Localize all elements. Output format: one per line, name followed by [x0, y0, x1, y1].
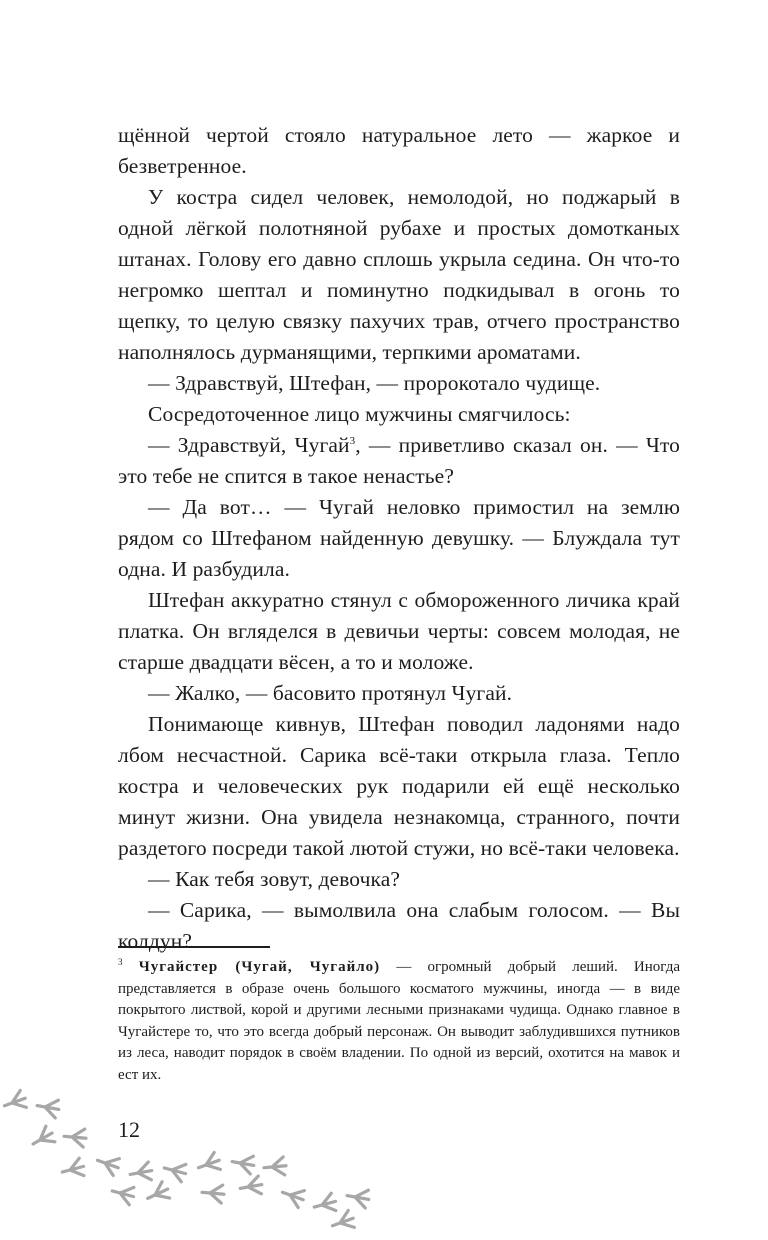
bird-track-icon	[144, 1181, 172, 1207]
paragraph: щённой чертой стояло натуральное лето — жаркое и безветренное.	[118, 123, 680, 178]
footnote-term: Чугайстер (Чугай, Чугайло)	[138, 959, 381, 975]
bird-track-icon	[110, 1182, 136, 1205]
bird-track-icon	[312, 1193, 338, 1216]
bird-track-icon	[60, 1158, 86, 1181]
bird-track-icon	[346, 1187, 371, 1209]
footnote-text: — огромный добрый леший. Иногда представляется в образе очень большого косматого мужчины, иногда — в виде покрытого листвой, корой и другими лесными признаками чудища. Однако главное в Чугайстере то, что это всегда добрый персонаж. Он выводит заблудившихся путников из леса, наводит порядок в своём владении. По одной из версий, охотится на мавок и ест их.	[118, 959, 680, 1083]
bird-track-icon	[1, 1090, 28, 1114]
bird-track-icon	[195, 1152, 222, 1176]
paragraph-text: , — приветливо сказал он. — Что это тебе не спится в такое ненастье?	[118, 433, 681, 488]
paragraph	[118, 430, 680, 492]
bird-track-icon	[63, 1127, 86, 1147]
bird-tracks-decoration	[0, 1085, 400, 1240]
footnote-mark: 3	[118, 957, 123, 967]
bird-track-icon	[162, 1159, 188, 1182]
paragraph: — Здравствуй, Штефан, — пророкотало чудище.	[148, 371, 601, 395]
bird-track-icon	[279, 1184, 306, 1208]
footnote-divider	[118, 946, 270, 948]
bird-track-icon	[239, 1176, 264, 1198]
paragraph: — Да вот… — Чугай неловко примостил на землю рядом со Штефаном найденную девушку. — Блуждала тут одна. И разбудила.	[118, 495, 680, 581]
bird-track-icon	[129, 1162, 154, 1184]
bird-track-icon	[329, 1210, 356, 1234]
paragraph: — Сарика, — вымолвила она слабым голосом. — Вы колдун?	[118, 898, 680, 953]
bird-track-icon	[201, 1183, 224, 1203]
bird-track-icon	[94, 1152, 121, 1176]
bird-track-icon	[29, 1125, 57, 1152]
paragraph: У костра сидел человек, немолодой, но поджарый в одной лёгкой полотняной рубахе и простых домотканых штанах. Голову его давно сплошь укрыла седина. Он что-то негромко шептал и поминутно подкидывал в огонь то щепку, то целую связку пахучих трав, отчего пространство наполнялось дурманящими, терпкими ароматами.	[118, 185, 680, 364]
footnote	[118, 957, 680, 1086]
footnote-reference[interactable]: 3	[349, 434, 356, 447]
page-number: 12	[118, 1117, 140, 1142]
body-text	[118, 120, 680, 957]
paragraph: — Жалко, — басовито протянул Чугай.	[148, 681, 513, 705]
bird-tracks	[1, 1090, 370, 1234]
paragraph: Понимающе кивнув, Штефан поводил ладонями надо лбом несчастной. Сарика всё-таки открыла глаза. Тепло костра и человеческих рук подарили ей ещё несколько минут жизни. Она увидела незнакомца, странного, почти раздетого посреди такой лютой стужи, но всё-таки человека.	[118, 712, 680, 860]
bird-track-icon	[36, 1097, 61, 1119]
paragraph: — Как тебя зовут, девочка?	[148, 867, 401, 891]
bird-track-icon	[263, 1157, 286, 1177]
paragraph-text: — Здравствуй, Чугай	[148, 433, 350, 457]
paragraph: Штефан аккуратно стянул с обмороженного личика край платка. Он вгляделся в девичьи черты: совсем молодая, не старше двадцати вёсен, а то и моложе.	[118, 588, 680, 674]
bird-track-icon	[231, 1153, 256, 1175]
paragraph: Сосредоточенное лицо мужчины смягчилось:	[148, 402, 571, 426]
